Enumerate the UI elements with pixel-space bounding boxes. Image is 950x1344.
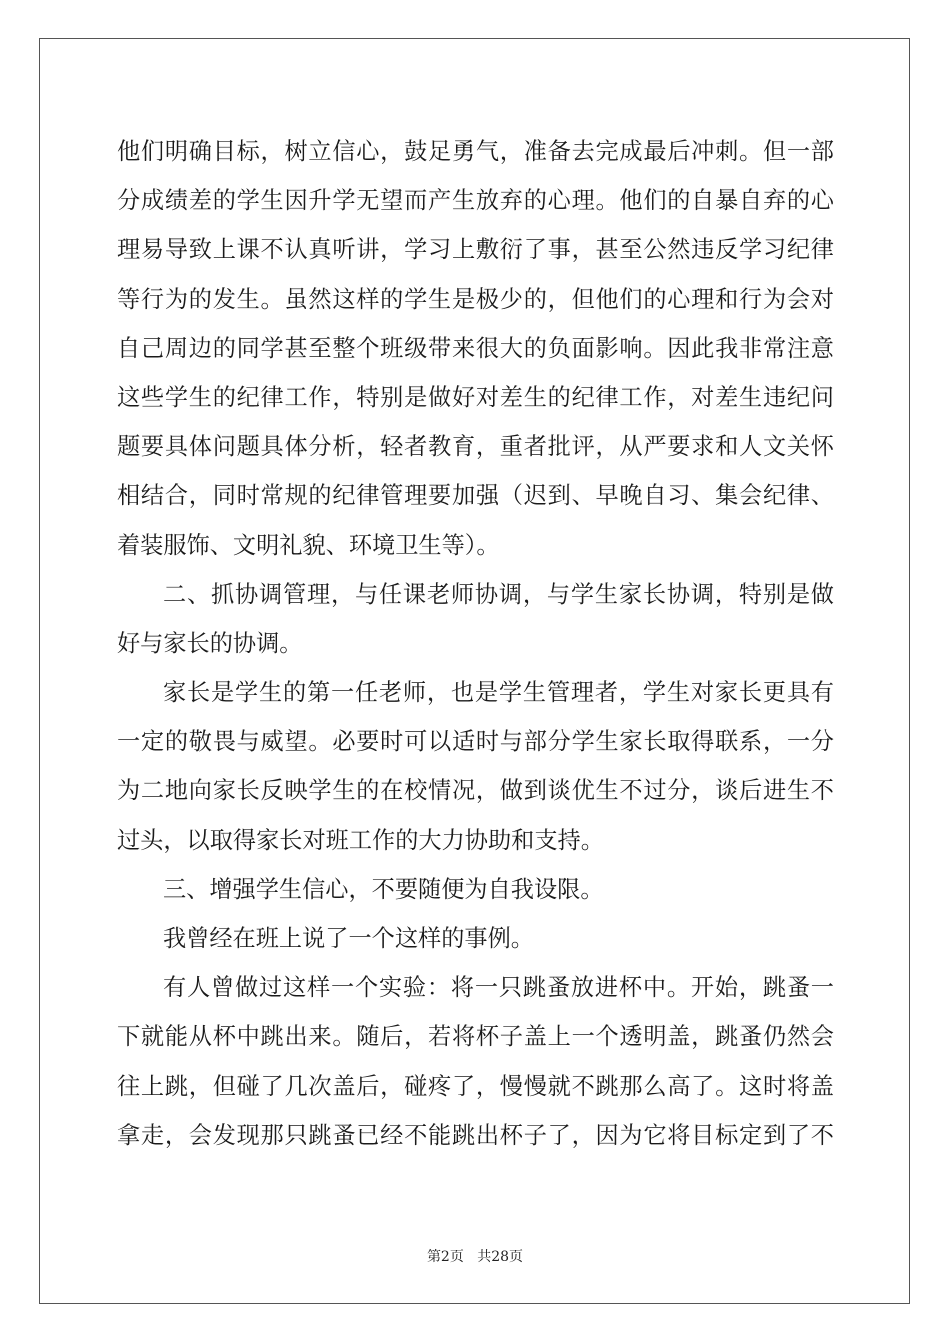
text-line: 分成绩差的学生因升学无望而产生放弃的心理。他们的自暴自弃的心: [117, 187, 834, 215]
text-line: 题要具体问题具体分析，轻者教育，重者批评，从严要求和人文关怀: [117, 433, 834, 461]
text-line: 我曾经在班上说了一个这样的事例。: [163, 925, 534, 952]
text-line: 三、增强学生信心，不要随便为自我设限。: [163, 875, 604, 903]
text-line: 家长是学生的第一任老师，也是学生管理者，学生对家长更具有: [163, 679, 834, 707]
page-footer: [0, 1246, 950, 1266]
text-line: 为二地向家长反映学生的在校情况，做到谈优生不过分，谈后进生不: [117, 777, 834, 805]
text-line: 二、抓协调管理，与任课老师协调，与学生家长协调，特别是做: [163, 580, 834, 608]
text-line: 过头，以取得家长对班工作的大力协助和支持。: [117, 826, 604, 854]
text-line: 他们明确目标，树立信心，鼓足勇气，准备去完成最后冲刺。但一部: [117, 138, 834, 165]
document-body: [117, 127, 834, 1160]
text-line: 有人曾做过这样一个实验：将一只跳蚤放进杯中。开始，跳蚤一: [163, 974, 834, 1002]
text-line: 相结合，同时常规的纪律管理要加强（迟到、早晚自习、集会纪律、: [117, 482, 834, 510]
page-total: 共28页: [477, 1249, 524, 1265]
text-line: 往上跳，但碰了几次盖后，碰疼了，慢慢就不跳那么高了。这时将盖: [117, 1072, 834, 1100]
page-number: 第2页: [426, 1249, 464, 1265]
text-line: 自己周边的同学甚至整个班级带来很大的负面影响。因此我非常注意: [117, 334, 834, 362]
text-line: 一定的敬畏与威望。必要时可以适时与部分学生家长取得联系，一分: [117, 728, 834, 756]
text-line: 拿走，会发现那只跳蚤已经不能跳出杯子了，因为它将目标定到了不: [117, 1121, 834, 1149]
text-line: 这些学生的纪律工作，特别是做好对差生的纪律工作，对差生违纪问: [117, 383, 834, 411]
text-line: 好与家长的协调。: [117, 629, 303, 657]
text-line: 等行为的发生。虽然这样的学生是极少的，但他们的心理和行为会对: [117, 285, 834, 313]
text-line: 理易导致上课不认真听讲，学习上敷衍了事，甚至公然违反学习纪律: [117, 236, 834, 264]
text-line: 下就能从杯中跳出来。随后，若将杯子盖上一个透明盖，跳蚤仍然会: [117, 1023, 834, 1051]
text-line: 着装服饰、文明礼貌、环境卫生等）。: [117, 531, 500, 559]
